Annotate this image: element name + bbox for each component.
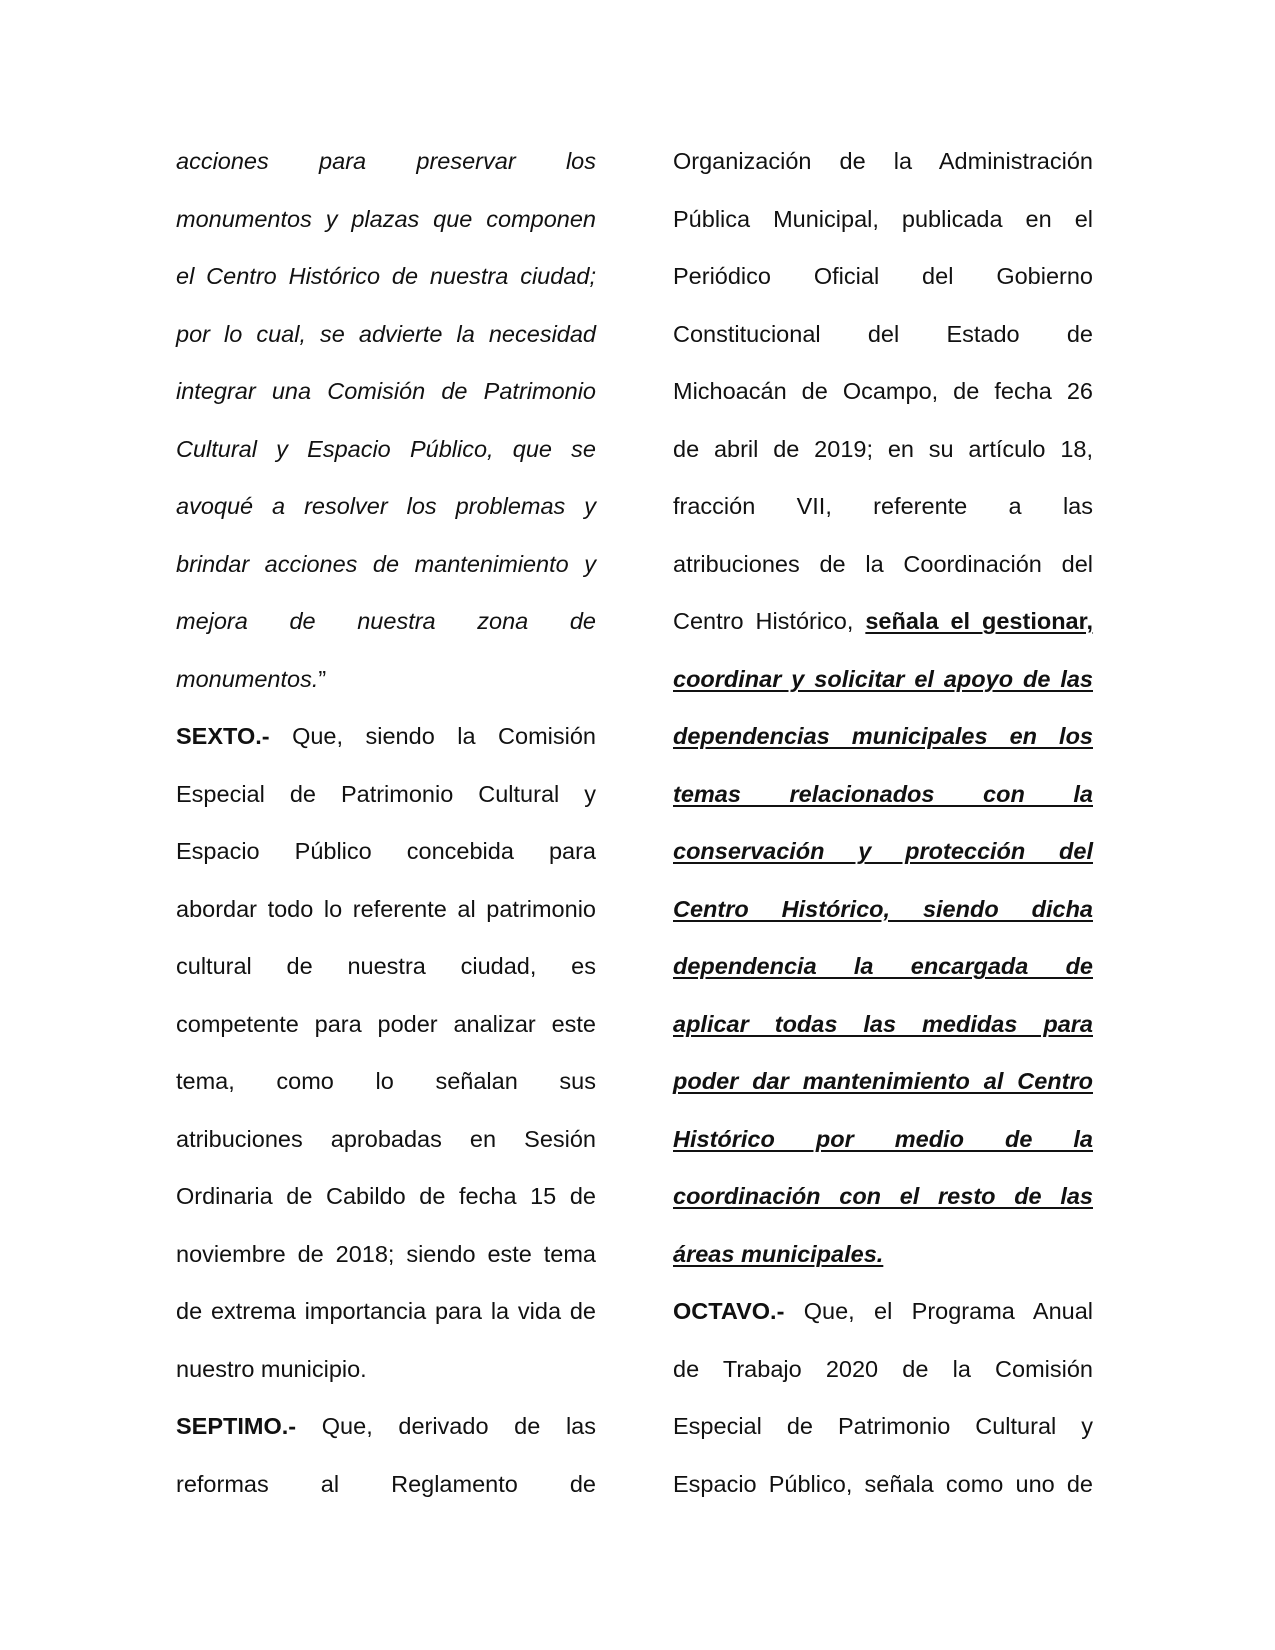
mixed-emphasis-text: señala el gestionar,: [865, 608, 1094, 634]
emphasis-last-line: [673, 1226, 1093, 1284]
quote-line: por lo cual, se advierte la necesidad: [176, 320, 596, 347]
septimo-line: reformas al Reglamento de: [176, 1470, 596, 1497]
quote-line: Cultural y Espacio Público, que se: [176, 435, 596, 462]
octavo-line: de Trabajo 2020 de la Comisión: [673, 1355, 1093, 1382]
quote-line-text: monumentos.: [176, 665, 319, 692]
sexto-line: abordar todo lo referente al patrimonio: [176, 895, 596, 922]
septimo-heading: SEPTIMO.-: [176, 1413, 297, 1439]
octavo-line: Espacio Público, señala como uno de: [673, 1470, 1093, 1497]
sexto-line: Ordinaria de Cabildo de fecha 15 de: [176, 1183, 596, 1209]
sexto-heading: SEXTO.-: [176, 723, 270, 749]
body-line: fracción VII, referente a las: [673, 493, 1093, 519]
quote-line: integrar una Comisión de Patrimonio: [176, 378, 596, 404]
mixed-emphasis-line: [673, 593, 1093, 651]
sexto-last-line: nuestro municipio.: [176, 1355, 367, 1382]
sexto-line: cultural de nuestra ciudad, es: [176, 953, 596, 979]
quote-line: mejora de nuestra zona de: [176, 608, 596, 634]
sexto-line: atribuciones aprobadas en Sesión: [176, 1125, 596, 1152]
emphasis-line: [673, 766, 1093, 824]
emphasis-line: [673, 708, 1093, 766]
emphasis-line: [673, 996, 1093, 1054]
emphasis-line: [673, 938, 1093, 996]
octavo-first-line: [673, 1283, 1093, 1341]
quote-line: acciones para preservar los: [176, 148, 596, 174]
emphasis-text: aplicar todas las medidas para: [673, 1010, 1093, 1037]
octavo-line: Especial de Patrimonio Cultural y: [673, 1413, 1093, 1439]
septimo-first-text: Que, derivado de las: [296, 1413, 596, 1439]
emphasis-text: poder dar mantenimiento al Centro: [673, 1068, 1093, 1094]
emphasis-line: [673, 1053, 1093, 1111]
body-line: Michoacán de Ocampo, de fecha 26: [673, 378, 1093, 404]
octavo-heading: OCTAVO.-: [673, 1298, 785, 1324]
sexto-first-line: [176, 708, 596, 766]
body-line: Constitucional del Estado de: [673, 320, 1093, 347]
quote-last-line: [176, 651, 596, 709]
body-line: de abril de 2019; en su artículo 18,: [673, 435, 1093, 462]
sexto-line: Espacio Público concebida para: [176, 838, 596, 864]
quote-line: brindar acciones de mantenimiento y: [176, 550, 596, 577]
body-line: Organización de la Administración: [673, 148, 1093, 174]
emphasis-text: dependencias municipales en los: [673, 723, 1093, 749]
body-line: atribuciones de la Coordinación del: [673, 550, 1093, 577]
emphasis-line: [673, 651, 1093, 709]
sexto-line: noviembre de 2018; siendo este tema: [176, 1240, 596, 1267]
sexto-line: tema, como lo señalan sus: [176, 1068, 596, 1094]
sexto-first-text: Que, siendo la Comisión: [269, 723, 596, 749]
emphasis-line: [673, 881, 1093, 939]
emphasis-text: Centro Histórico, siendo dicha: [673, 895, 1093, 922]
quote-close-mark: ”: [318, 665, 327, 692]
emphasis-line: [673, 823, 1093, 881]
quote-line: avoqué a resolver los problemas y: [176, 493, 596, 519]
right-column: [673, 133, 1093, 1513]
sexto-line: Especial de Patrimonio Cultural y: [176, 780, 596, 807]
emphasis-text: coordinar y solicitar el apoyo de las: [673, 665, 1093, 692]
body-line: Periódico Oficial del Gobierno: [673, 263, 1093, 289]
mixed-plain-text: Centro Histórico,: [673, 608, 866, 634]
emphasis-text: áreas municipales.: [673, 1240, 884, 1267]
emphasis-text: coordinación con el resto de las: [673, 1183, 1093, 1209]
octavo-first-text: Que, el Programa Anual: [784, 1298, 1093, 1324]
emphasis-text: dependencia la encargada de: [673, 953, 1093, 979]
quote-line: monumentos y plazas que componen: [176, 205, 596, 232]
left-column: [176, 133, 596, 1513]
septimo-first-line: [176, 1398, 596, 1456]
emphasis-text: conservación y protección del: [673, 838, 1093, 864]
quote-line: el Centro Histórico de nuestra ciudad;: [176, 263, 596, 289]
body-line: Pública Municipal, publicada en el: [673, 205, 1093, 232]
sexto-line: de extrema importancia para la vida de: [176, 1298, 596, 1324]
emphasis-line: [673, 1111, 1093, 1169]
emphasis-text: Histórico por medio de la: [673, 1125, 1093, 1152]
sexto-line: competente para poder analizar este: [176, 1010, 596, 1037]
emphasis-line: [673, 1168, 1093, 1226]
emphasis-text: temas relacionados con la: [673, 780, 1093, 807]
